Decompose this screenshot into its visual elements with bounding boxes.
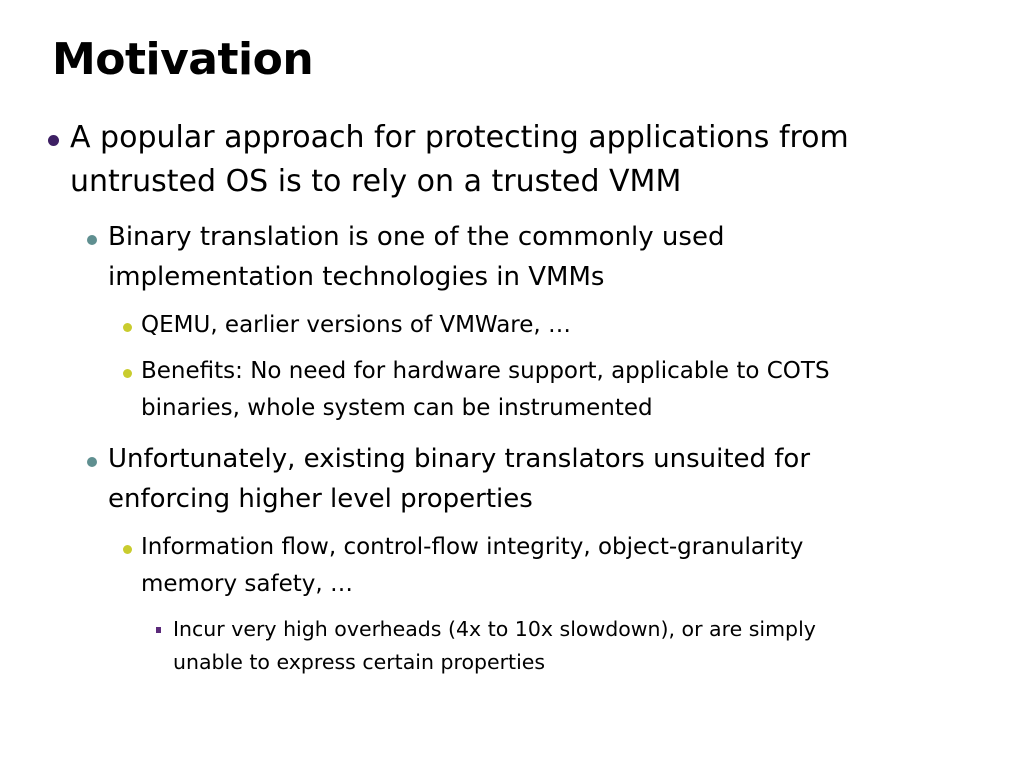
bullet-line: Incur very high overheads (4x to 10x slowdown), or are simply bbox=[173, 617, 816, 641]
bullet-line: implementation technologies in VMMs bbox=[108, 262, 605, 292]
bullet-line: Benefits: No need for hardware support, applicable to COTS bbox=[141, 358, 830, 384]
bullet-dot-icon bbox=[87, 457, 97, 467]
bullet-item-level1 bbox=[70, 116, 970, 204]
bullet-line: enforcing higher level properties bbox=[108, 484, 533, 514]
bullet-item-level2 bbox=[108, 439, 968, 519]
bullet-dot-icon bbox=[123, 323, 132, 332]
bullet-line: Binary translation is one of the commonly used bbox=[108, 222, 725, 252]
bullet-item-level3 bbox=[141, 529, 1001, 603]
bullet-dot-icon bbox=[48, 135, 59, 146]
slide-title: Motivation bbox=[52, 34, 314, 85]
bullet-square-icon bbox=[156, 627, 161, 633]
bullet-line: QEMU, earlier versions of VMWare, … bbox=[141, 312, 572, 338]
bullet-dot-icon bbox=[123, 545, 132, 554]
bullet-line: A popular approach for protecting applications from bbox=[70, 120, 849, 155]
bullet-dot-icon bbox=[123, 369, 132, 378]
bullet-line: Information flow, control-flow integrity, object-granularity bbox=[141, 534, 804, 560]
bullet-item-level4 bbox=[173, 613, 1003, 679]
bullet-line: unable to express certain properties bbox=[173, 650, 546, 674]
bullet-line: binaries, whole system can be instrumented bbox=[141, 395, 653, 421]
bullet-dot-icon bbox=[87, 235, 97, 245]
bullet-line: untrusted OS is to rely on a trusted VMM bbox=[70, 164, 682, 199]
bullet-line: memory safety, … bbox=[141, 571, 353, 597]
bullet-item-level2 bbox=[108, 217, 968, 297]
bullet-item-level3 bbox=[141, 307, 1001, 344]
bullet-line: Unfortunately, existing binary translators unsuited for bbox=[108, 444, 811, 474]
bullet-item-level3 bbox=[141, 353, 1001, 427]
